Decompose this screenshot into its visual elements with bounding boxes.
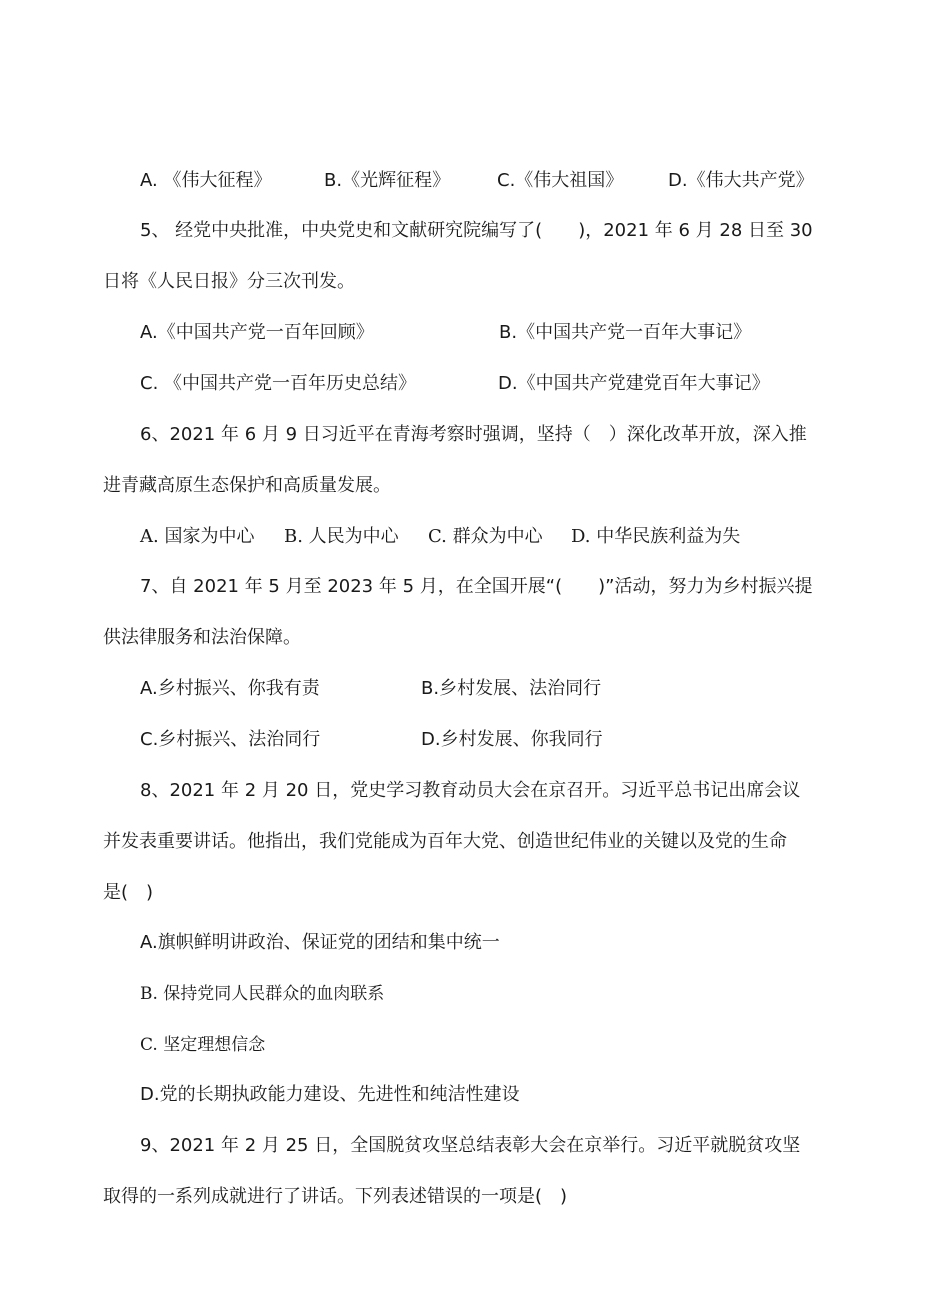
q4-option-d: D.《伟大共产党》 — [668, 170, 814, 191]
q8-option-a: A.旗帜鲜明讲政治、保证党的团结和集中统一 — [140, 932, 500, 953]
q6-stem-line-1: 6、2021 年 6 月 9 日习近平在青海考察时强调，坚持（ ）深化改革开放，深入推 — [140, 424, 807, 445]
q7-option-b: B.乡村发展、法治同行 — [421, 678, 602, 699]
q5-option-d: D.《中国共产党建党百年大事记》 — [498, 373, 770, 394]
q8-stem-line-1: 8、2021 年 2 月 20 日，党史学习教育动员大会在京召开。习近平总书记出席会议 — [140, 780, 801, 801]
q6-option-b: B. 人民为中心 — [284, 526, 399, 547]
q6-option-d: D. 中华民族利益为失 — [571, 526, 741, 547]
q6-option-a: A. 国家为中心 — [140, 526, 255, 547]
q5-option-c: C. 《中国共产党一百年历史总结》 — [140, 373, 417, 394]
q8-option-d: D.党的长期执政能力建设、先进性和纯洁性建设 — [140, 1084, 520, 1105]
q7-stem-line-1: 7、自 2021 年 5 月至 2023 年 5 月，在全国开展“( )”活动，努力为乡村振兴提 — [140, 576, 813, 597]
q7-option-a: A.乡村振兴、你我有责 — [140, 678, 320, 699]
q6-stem-line-2: 进青藏高原生态保护和高质量发展。 — [103, 475, 391, 496]
q7-option-c: C.乡村振兴、法治同行 — [140, 729, 321, 750]
q8-option-c: C. 坚定理想信念 — [140, 1035, 266, 1055]
q4-option-b: B.《光辉征程》 — [324, 170, 451, 191]
q5-option-a: A.《中国共产党一百年回顾》 — [140, 322, 374, 343]
q5-option-b: B.《中国共产党一百年大事记》 — [499, 322, 752, 343]
q7-stem-line-2: 供法律服务和法治保障。 — [103, 627, 301, 648]
q8-stem-line-2: 并发表重要讲话。他指出，我们党能成为百年大党、创造世纪伟业的关键以及党的生命 — [103, 831, 787, 852]
q5-stem-line-1: 5、 经党中央批准，中央党史和文献研究院编写了( )，2021 年 6 月 28 日至 30 — [140, 220, 813, 241]
q8-option-b: B. 保持党同人民群众的血肉联系 — [140, 984, 385, 1004]
q9-stem-line-1: 9、2021 年 2 月 25 日，全国脱贫攻坚总结表彰大会在京举行。习近平就脱贫攻坚 — [140, 1135, 801, 1156]
q4-option-c: C.《伟大祖国》 — [497, 170, 624, 191]
q4-option-a: A. 《伟大征程》 — [140, 170, 272, 191]
q8-stem-line-3: 是( ) — [103, 882, 154, 903]
q6-option-c: C. 群众为中心 — [428, 526, 543, 547]
q5-stem-line-2: 日将《人民日报》分三次刊发。 — [103, 271, 355, 292]
q9-stem-line-2: 取得的一系列成就进行了讲话。下列表述错误的一项是( ) — [103, 1186, 568, 1207]
q7-option-d: D.乡村发展、你我同行 — [421, 729, 603, 750]
